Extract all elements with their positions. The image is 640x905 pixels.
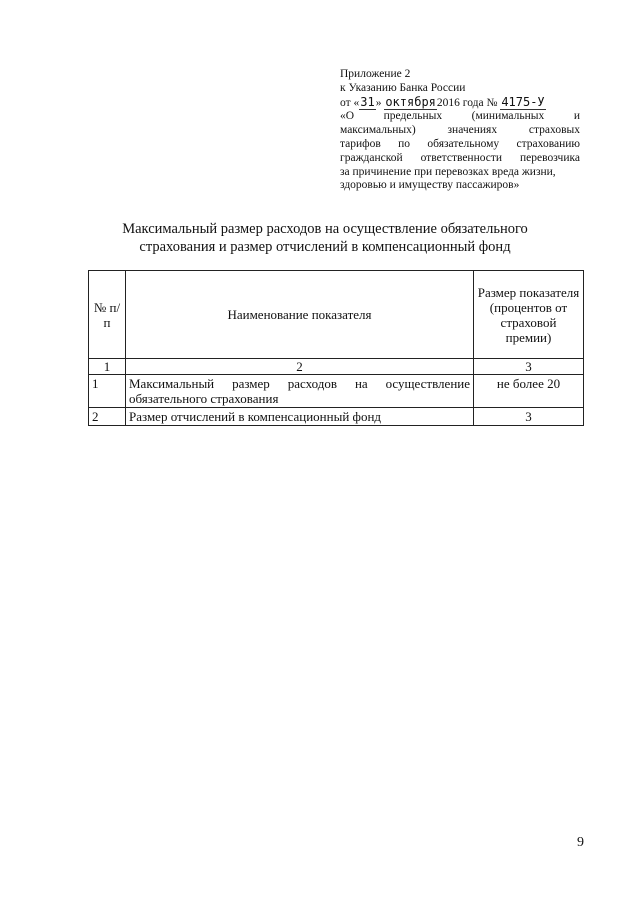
document-title xyxy=(90,220,560,256)
header-name: Наименование показателя xyxy=(126,271,474,359)
row-number: 1 xyxy=(89,375,126,408)
title-line: Максимальный размер расходов на осуществление обязательного xyxy=(122,221,528,237)
handwritten-day: 31 xyxy=(360,94,375,109)
column-number: 3 xyxy=(474,359,584,375)
handwritten-number: 4175-У xyxy=(501,94,545,109)
annex-subject-line: тарифов по обязательному страхованию xyxy=(340,137,580,150)
page-number: 9 xyxy=(577,835,584,850)
annex-reference: к Указанию Банка России xyxy=(340,81,466,94)
annex-title: Приложение 2 xyxy=(340,68,411,80)
header-value: Размер показателя (процентов от страховой премии) xyxy=(474,271,584,359)
annex-subject-line: за причинение при перевозках вреда жизни, xyxy=(340,165,556,178)
handwritten-month: октября xyxy=(385,94,436,109)
row-name: Максимальный размер расходов на осуществление обязательного страхования xyxy=(126,375,474,408)
annex-subject-line: гражданской ответственности перевозчика xyxy=(340,151,580,164)
table-header-row xyxy=(89,271,584,359)
annex-subject-line: максимальных) значениях страховых xyxy=(340,124,580,137)
annex-date-line: от «31» октября2016 года № 4175-У xyxy=(340,94,545,109)
annex-subject-line: «О предельных (минимальных и xyxy=(340,110,580,123)
row-number: 2 xyxy=(89,408,126,426)
title-line: страхования и размер отчислений в компенсационный фонд xyxy=(139,239,511,255)
column-number: 1 xyxy=(89,359,126,375)
column-number: 2 xyxy=(126,359,474,375)
row-value: не более 20 xyxy=(474,375,584,408)
header-number: № п/п xyxy=(89,271,126,359)
annex-block xyxy=(340,68,580,193)
table-row xyxy=(89,408,584,426)
annex-subject-line: здоровью и имуществу пассажиров» xyxy=(340,179,520,192)
table-row xyxy=(89,375,584,408)
row-value: 3 xyxy=(474,408,584,426)
column-numbers-row xyxy=(89,359,584,375)
row-name: Размер отчислений в компенсационный фонд xyxy=(126,408,474,426)
indicators-table xyxy=(88,270,584,426)
